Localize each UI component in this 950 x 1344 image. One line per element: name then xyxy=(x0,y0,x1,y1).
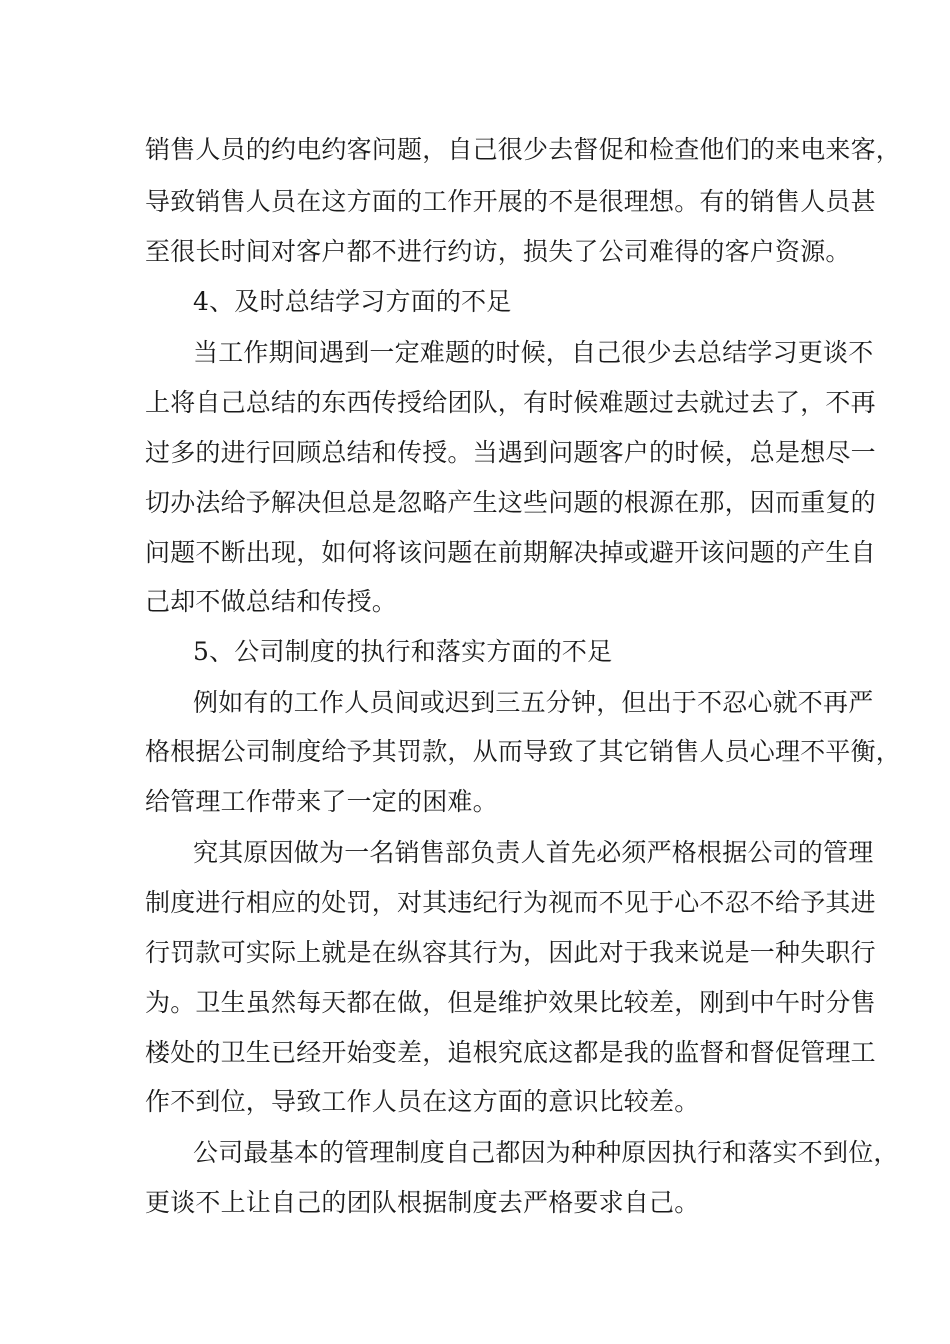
paragraph-line: 上将自己总结的东西传授给团队，有时候难题过去就过去了，不再 xyxy=(145,388,876,417)
paragraph-line: 楼处的卫生已经开始变差，追根究底这都是我的监督和督促管理工 xyxy=(145,1038,876,1067)
paragraph-line: 给管理工作带来了一定的困难。 xyxy=(145,787,498,816)
paragraph-line: 至很长时间对客户都不进行约访，损失了公司难得的客户资源。 xyxy=(145,237,851,266)
paragraph-line: 行罚款可实际上就是在纵容其行为，因此对于我来说是一种失职行 xyxy=(145,938,876,967)
paragraph-line: 销售人员的约电约客问题，自己很少去督促和检查他们的来电来客， xyxy=(145,135,902,164)
paragraph-line: 例如有的工作人员间或迟到三五分钟，但出于不忍心就不再严 xyxy=(193,688,874,717)
paragraph-line: 过多的进行回顾总结和传授。当遇到问题客户的时候，总是想尽一 xyxy=(145,438,876,467)
paragraph-line: 为。卫生虽然每天都在做，但是维护效果比较差，刚到中午时分售 xyxy=(145,988,876,1017)
paragraph-line: 公司最基本的管理制度自己都因为种种原因执行和落实不到位， xyxy=(193,1138,899,1167)
section-heading: 5、公司制度的执行和落实方面的不足 xyxy=(193,637,613,666)
paragraph-line: 更谈不上让自己的团队根据制度去严格要求自己。 xyxy=(145,1188,700,1217)
paragraph-line: 问题不断出现，如何将该问题在前期解决掉或避开该问题的产生自 xyxy=(145,538,876,567)
paragraph-line: 切办法给予解决但总是忽略产生这些问题的根源在那，因而重复的 xyxy=(145,488,876,517)
paragraph-line: 究其原因做为一名销售部负责人首先必须严格根据公司的管理 xyxy=(193,838,874,867)
section-heading: 4、及时总结学习方面的不足 xyxy=(193,287,512,316)
paragraph-line: 格根据公司制度给予其罚款，从而导致了其它销售人员心理不平衡， xyxy=(145,737,902,766)
paragraph-line: 己却不做总结和传授。 xyxy=(145,587,398,616)
paragraph-line: 当工作期间遇到一定难题的时候，自己很少去总结学习更谈不 xyxy=(193,338,874,367)
paragraph-line: 作不到位，导致工作人员在这方面的意识比较差。 xyxy=(145,1087,700,1116)
paragraph-line: 制度进行相应的处罚，对其违纪行为视而不见于心不忍不给予其进 xyxy=(145,888,876,917)
paragraph-line: 导致销售人员在这方面的工作开展的不是很理想。有的销售人员甚 xyxy=(145,187,876,216)
